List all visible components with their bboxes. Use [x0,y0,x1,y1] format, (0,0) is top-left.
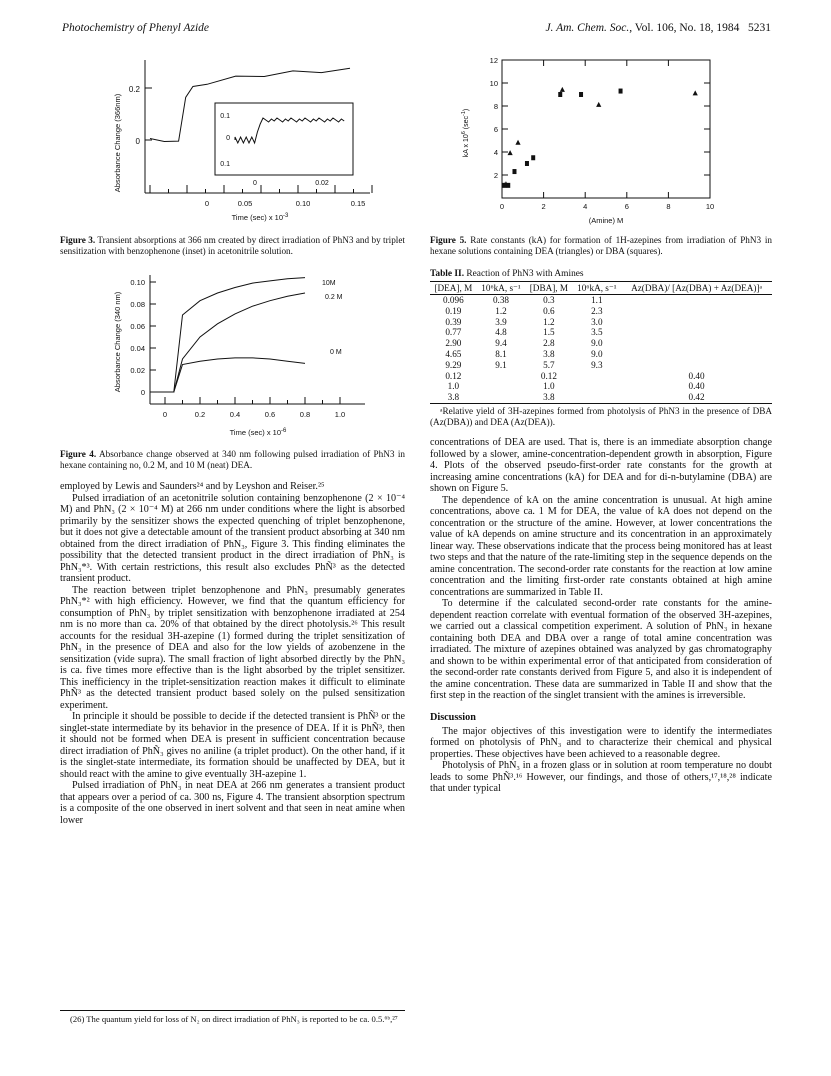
right-body-paragraph: The dependence of kA on the amine concentration is unusual. At high amine concentrations, above ca. 1 M for DEA, the value of kA does not depend on the concentration or the structure of the amine. However, at lower concentrations the value of kA depends on amine structure and its concentration in an approximately linear way. These observations indicate that the process being monitored has at least two steps and that the nature of the rate-limiting step in the sequence depends on the amine concentration. The second-order rate constants for the reaction at low amine concentration and the limiting first-order rate constants obtained at high amine concentrations are summarized in Table II. [430,494,772,598]
fig3-inset-x-tick-1: 0.02 [315,180,329,187]
fig5-y-tick-label: 8 [493,102,498,111]
journal-issue: Vol. 106, No. 18, 1984 [634,22,740,34]
table-cell: 9.3 [591,359,603,370]
table-cell: 8.1 [495,348,507,359]
figure-4-chart [60,267,405,442]
fig4-x-tick-label: 0 [162,410,168,419]
table-header-cell: 10⁶kA, s⁻¹ [477,282,526,295]
fig3-x-tick-1: 0.05 [237,199,253,208]
fig4-y-tick-label: 0.08 [130,300,145,309]
table-cell [621,295,772,306]
table-cell: 2.8 [543,338,555,349]
fig3-y-tick-1: 0 [135,137,140,146]
fig5-point-square [619,89,623,94]
fig3-inset-y-tick-2: 0.1 [220,161,230,168]
table-cell: 3.8 [525,392,572,403]
table-cell: 4.8 [495,327,507,338]
table-cell: 0.40 [688,381,705,392]
fig5-x-tick-label: 2 [541,202,546,211]
table-cell: 4.65 [445,348,462,359]
fig5-point-square [506,183,510,188]
discussion-paragraph: Photolysis of PhN₃ in a frozen glass or in solution at room temperature no doubt leads to some PhÑ³.¹⁶ However, our findings, and those of others,¹⁷,¹⁸,²⁸ indicate that under typical [430,760,772,795]
fig3-x-tick-3: 0.15 [350,199,366,208]
fig4-series-line [150,278,305,392]
table-cell [477,381,526,392]
table-cell: 9.0 [591,348,603,359]
right-column [430,48,772,795]
table-row [430,317,772,328]
table-cell: 9.1 [495,359,507,370]
fig5-point-triangle [560,87,565,92]
fig5-point-square [531,155,535,160]
fig5-x-tick-label: 10 [705,202,715,211]
table-row [430,381,772,392]
table-row [430,338,772,349]
running-title: Photochemistry of Phenyl Azide [62,22,210,34]
footnote-26: (26) The quantum yield for loss of N₂ on direct irradiation of PhN₃ is reported to be ca. 0.5.⁶ᵇ,²⁷ [60,1010,405,1024]
fig5-xlabel: (Amine) M [588,216,624,225]
right-body-paragraph: To determine if the calculated second-order rate constants for the amine-dependent reaction correlate with eventual formation of the observed 3H-azepines, we carried out a classical competition experiment. A solution of PhN₃ in hexane containing both DEA and DBA over a range of total amine concentration was irradiated. The mixture of azepines obtained was analyzed by gas chromatography and shown to be within experimental error of that anticipated from consideration of the second-order rate constants derived from Figure 5, and also it is independent of the amine concentration. These data are summarized in Table II and show that the first step in the reaction of the singlet transient with the amines is irreversible. [430,598,772,702]
discussion-paragraph: The major objectives of this investigation were to identify the intermediates formed on photolysis of PhN₃ and to characterize their chemical and physical properties. These objectives have been achieved to a reasonable degree. [430,725,772,760]
fig4-ylabel: Absorbance Change (340 nm) [113,291,122,393]
left-body-paragraph: In principle it should be possible to decide if the detected transient is PhÑ³ or the singlet-state intermediate by its behavior in the presence of DEA. If it is PhÑ³, then it should not be formed when DEA is present in sufficient concentration because direct irradiation of PhÑ₃ gives no aniline (a triplet product). On the other hand, if it is the singlet-state intermediate, its formation should be unaffected by DEA, but it should react with the amine to give eventually 3H-azepine 1. [60,711,405,780]
table-row [430,392,772,403]
fig4-xlabel: Time (sec) x $10^{-6}$ [229,428,287,437]
fig4-label-0-2m: 0.2 M [325,294,343,301]
table-cell: 0.096 [443,295,464,305]
table-cell [621,306,772,317]
table-cell [573,392,622,403]
table-cell: 3.0 [591,316,603,327]
fig5-x-tick-label: 8 [666,202,671,211]
table-header-cell: 10⁶kA, s⁻¹ [573,282,622,295]
table-cell [621,327,772,338]
fig5-point-square [512,169,516,174]
left-body-paragraph: Pulsed irradiation of PhN₃ in neat DEA at 266 nm generates a transient product that appears over a period of ca. 300 ns, Figure 4. The transient absorption spectrum is a composite of the one observed in inert solvent and that seen in neat amine when lower [60,780,405,826]
table-row [430,306,772,317]
left-body-paragraph: Pulsed irradiation of an acetonitrile solution containing benzophenone (2 × 10⁻⁴ M) and PhN₃ (2 × 10⁻⁴ M) at 266 nm under conditions where the light is absorbed primarily by the sensitizer shows the expected quenching of triplet benzophenone, but it does not give a detectable amount of the transient product absorbing at 340 nm obtained from the direct irradiation of PhN₃, Figure 3. This finding eliminates the possibility that the detected transient product in the direct irradiation of PhN₃ is PhN₃*³. With certain restrictions, this result also excludes PhÑ³ as the detected transient product. [60,492,405,584]
fig4-x-tick-label: 0.8 [299,410,311,419]
table-2-footnote: ᵃRelative yield of 3H-azepines formed from photolysis of PhN3 in the presence of DBA (Az(DBA)) and DEA (Az(DEA)). [430,405,772,427]
table-header-cell: [DBA], M [525,282,572,295]
table-cell [477,392,526,403]
fig5-y-tick-label: 12 [489,56,498,65]
table-2 [430,281,772,404]
table-cell: 1.0 [447,381,460,392]
fig5-point-triangle [596,102,601,107]
fig5-point-square [579,92,583,97]
table-cell: 0.12 [445,370,462,381]
fig5-y-tick-label: 10 [489,79,498,88]
left-body-paragraph: employed by Lewis and Saunders²⁴ and by Leyshon and Reiser.²⁵ [60,481,325,492]
table-header-cell: Az(DBA)/ [Az(DBA) + Az(DEA)]ᵃ [621,282,772,295]
table-header-cell: [DEA], M [430,282,477,295]
fig3-xlabel: Time (sec) x $10^{-3}$ [231,213,289,222]
table-cell [573,381,622,392]
fig3-x-tick-0: 0 [204,199,210,208]
table-cell: 9.4 [495,338,507,349]
table-row [430,295,772,306]
fig5-point-triangle [515,140,520,145]
journal-citation [545,22,771,34]
table-row [430,371,772,382]
fig5-x-tick-label: 4 [583,202,588,211]
fig4-x-tick-label: 0.4 [229,410,241,419]
fig3-ylabel: Absorbance Change (366nm) [113,93,122,193]
table-cell: 0.3 [543,295,555,305]
fig5-frame [502,60,710,198]
table-cell: 9.0 [591,338,603,349]
table-cell: 3.8 [543,348,555,359]
fig5-y-tick-label: 4 [493,148,498,157]
figure-5-chart [430,48,772,225]
table-cell: 3.5 [591,327,603,338]
table-cell: 5.7 [543,359,555,370]
figure-3-chart [60,48,405,228]
figure-5-caption: Figure 5. Rate constants (kA) for formation of 1H-azepines from irradiation of PhN3 in hexane solutions containing DEA (triangles) or DBA (squares). [430,235,773,256]
right-body-text [430,437,772,702]
table-2-title: Table II. Reaction of PhN3 with Amines [430,269,584,279]
fig5-point-square [525,161,529,166]
table-cell [621,338,772,349]
fig5-x-tick-label: 0 [499,202,505,211]
table-cell [477,371,526,382]
fig3-y-tick-0: 0.2 [128,85,140,94]
fig4-x-tick-label: 1.0 [334,410,346,419]
table-cell: 3.8 [430,392,477,403]
table-cell: 9.29 [445,359,462,370]
left-column [60,48,405,826]
fig5-y-tick-label: 2 [493,171,498,180]
fig4-series-line [150,358,305,392]
fig5-point-square [558,92,562,97]
table-row [430,327,772,338]
table-cell [621,317,772,328]
left-body-text [60,481,405,826]
fig5-ylabel: kA x $10^6$ $(\sec^{-1})$ [461,108,470,158]
journal-name: J. Am. Chem. Soc., [545,22,633,34]
table-cell: 0.40 [688,370,705,381]
table-cell: 0.6 [543,305,555,316]
fig5-point-triangle [693,90,698,95]
fig4-y-tick-label: 0.10 [130,278,145,287]
table-cell: 0.19 [445,305,462,316]
discussion-heading: Discussion [430,711,476,723]
fig4-y-tick-label: 0.02 [130,366,145,375]
fig4-label-0m: 0 M [330,349,342,356]
table-cell: 1.1 [591,295,603,305]
table-row [430,360,772,371]
table-cell: 3.9 [495,316,507,327]
fig5-x-tick-label: 6 [624,202,629,211]
fig5-y-tick-label: 6 [493,125,498,134]
table-cell: 0.77 [445,327,462,338]
left-body-paragraph: The reaction between triplet benzophenone and PhN₃ presumably generates PhN₃*² with high efficiency. However, we find that the quantum efficiency for consumption of PhN₃ by triplet sensitization with benzophenone irradiated at 254 nm is no more than ca. 20% of that obtained by the direct photolysis.²⁶ This result accounts for the residual 3H-azepine (1) formed during the triplet sensitization of PhN₃ in the presence of DEA and also for the low yields of azobenzene in the sensitization (vide supra). The small fraction of light absorbed directly by the PhN₃ is ca. five times more effective than is the light absorbed by the triplet sensitizer. This inefficiency in the triplet-sensitization reaction makes it difficult to eliminate PhÑ³ as the detected transient product based solely on the pulsed sensitization experiment. [60,584,405,711]
page-number: 5231 [748,22,771,34]
fig4-y-tick-label: 0 [140,388,145,397]
fig4-y-tick-label: 0.06 [130,322,145,331]
fig5-point-square [502,183,506,188]
table-cell: 1.2 [495,305,507,316]
fig5-point-triangle [508,150,513,155]
fig4-x-tick-label: 0.2 [194,410,206,419]
fig4-x-tick-label: 0.6 [264,410,276,419]
fig4-label-10m: 10M [322,280,336,287]
discussion-text [430,726,772,795]
table-cell: 0.38 [492,295,510,305]
fig3-inset-x-tick-0: 0 [253,180,257,187]
table-cell: 0.42 [621,392,772,403]
fig3-inset-y-tick-0: 0.1 [220,113,230,120]
table-cell: 1.0 [543,381,555,392]
table-cell: 0.39 [445,316,462,327]
table-cell: 1.2 [543,316,555,327]
right-body-paragraph: concentrations of DEA are used. That is, there is an immediate absorption change followed by a slower, amine-concentration-dependent growth in absorption, Figure 4. Plots of the observed pseudo-first-order rate constants for the growth at increasing amine concentrations (kA) for DEA and for di-n-butylamine (DBA) are shown on Figure 5. [430,437,772,495]
table-cell [621,349,772,360]
fig3-inset-y-tick-1: 0 [226,135,230,142]
table-cell [621,360,772,371]
fig3-x-tick-2: 0.10 [295,199,311,208]
table-row [430,349,772,360]
table-cell: 0.12 [540,370,557,381]
fig4-y-tick-label: 0.04 [130,344,145,353]
table-cell: 1.5 [543,327,555,338]
table-cell: 2.90 [445,338,462,349]
table-cell [573,371,622,382]
figure-4-caption: Figure 4. Absorbance change observed at 340 nm following pulsed irradiation of PhN3 in hexane containing no, 0.2 M, and 10 M (neat) DEA. [60,449,405,470]
figure-3-caption: Figure 3. Transient absorptions at 366 nm created by direct irradiation of PhN3 and by triplet sensitization with benzophenone (inset) in acetonitrile solution. [60,235,405,256]
fig4-series-line [150,293,305,392]
table-cell: 2.3 [591,305,603,316]
